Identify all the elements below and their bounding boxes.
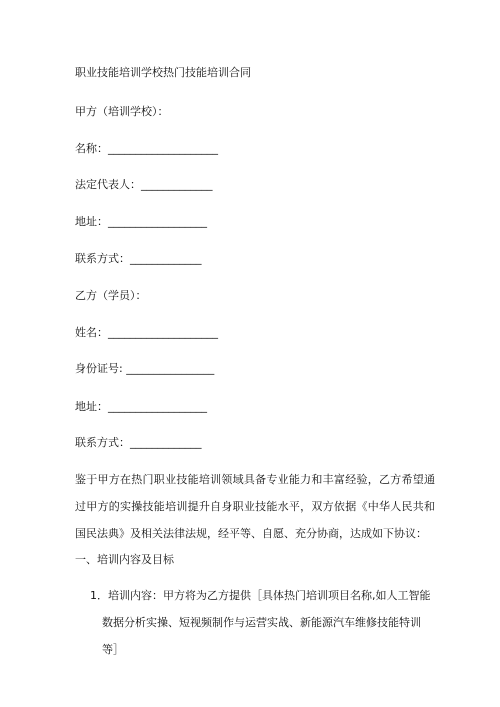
section-1-item-1 (90, 582, 435, 663)
party-b-id-field: 身份证号: ________________ (75, 362, 215, 375)
party-a-contact-field: 联系方式：_____________ (75, 252, 202, 265)
party-b-address-field: 地址：__________________ (75, 400, 207, 413)
party-b-heading: 乙方（学员）： (75, 289, 147, 302)
party-a-heading: 甲方（培训学校）： (75, 105, 169, 118)
section-1-heading: 一、培训内容及目标 (75, 553, 174, 566)
preamble-paragraph: 鉴于甲方在热门职业技能培训领域具备专业能力和丰富经验，乙方希望通过甲方的实操技能培训提升自身职业技能水平，双方依据《中华人民共和国民法典》及相关法律法规，经平等、自愿、充分协商，达成如下协议： (75, 473, 435, 540)
item-1-line-2: 数据分析实操、短视频制作与运营实战、新能源汽车维修技能特训等］ (102, 616, 421, 656)
party-b-name-field: 姓名：____________________ (75, 326, 218, 339)
contract-title: 职业技能培训学校热门技能培训合同 (75, 66, 251, 79)
party-a-address-field: 地址：__________________ (75, 215, 207, 228)
party-a-name-field: 名称：____________________ (75, 142, 218, 155)
item-1-line-1: 1．培训内容：甲方将为乙方提供［具体热门培训项目名称,如人工智能 (90, 589, 431, 602)
party-a-legal-rep-field: 法定代表人：_____________ (75, 178, 213, 191)
party-b-contact-field: 联系方式：_____________ (75, 436, 202, 449)
